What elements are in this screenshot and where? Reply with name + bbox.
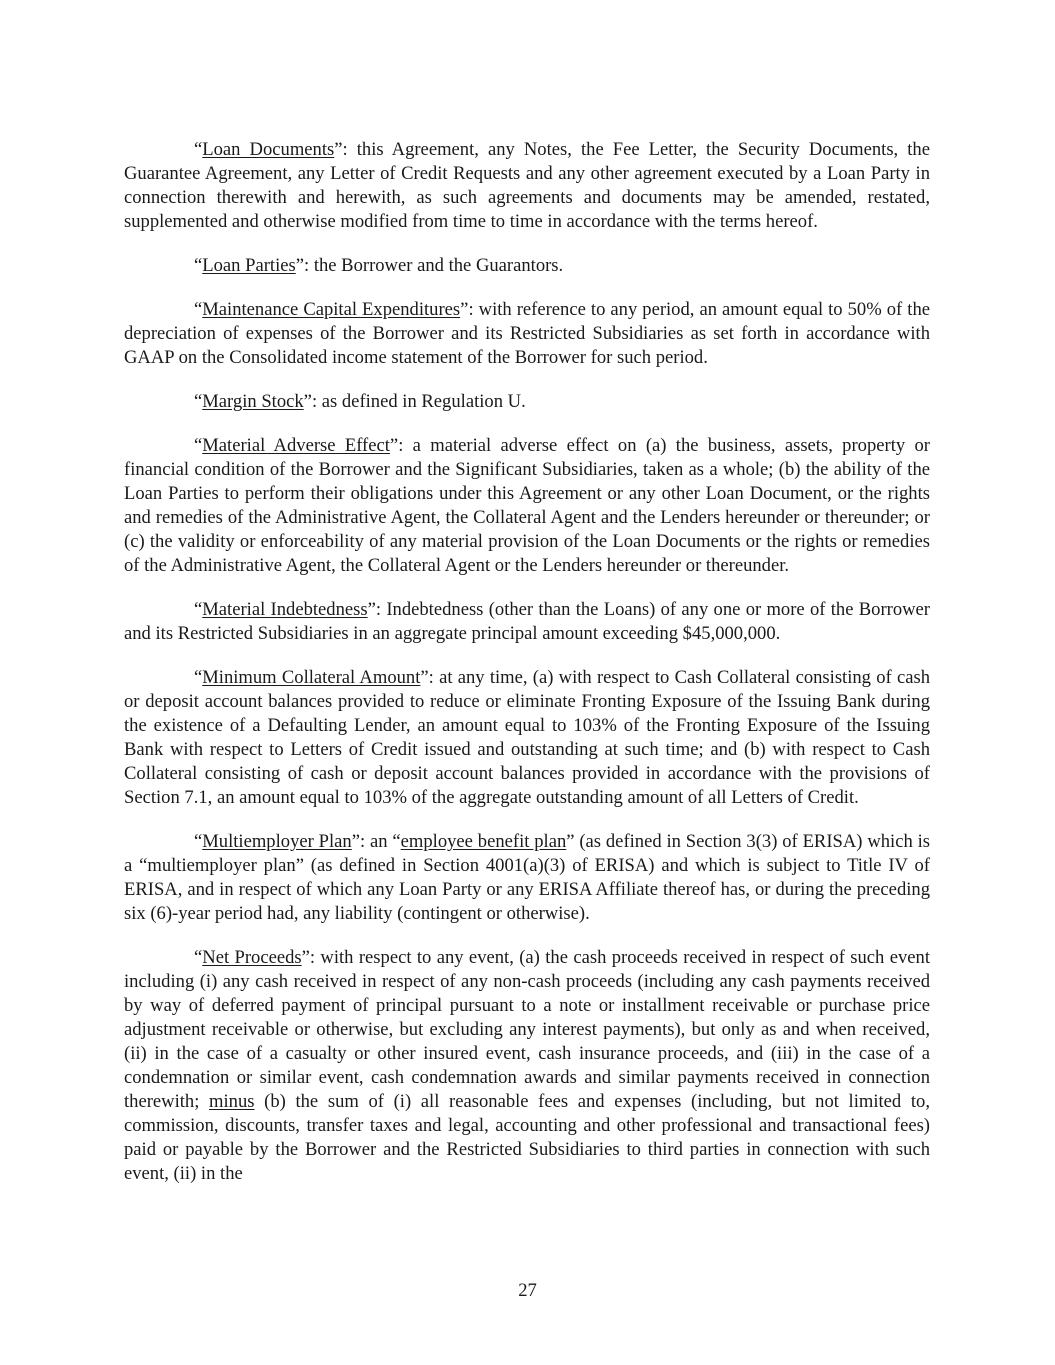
- quote-open: “: [194, 435, 203, 456]
- definition-text: : Indebtedness (other than the Loans) of any one or more of the Borrower and its Restricted Subsidiaries in an aggregate principal amount exceeding $45,000,000.: [124, 599, 931, 644]
- defined-term: Net Proceeds: [202, 947, 302, 968]
- quote-close: ”: [303, 391, 312, 412]
- definition-material-indebtedness: [124, 598, 930, 646]
- defined-term: Maintenance Capital Expenditures: [202, 299, 461, 320]
- defined-term: Minimum Collateral Amount: [202, 667, 421, 688]
- minus-word: minus: [209, 1091, 255, 1112]
- quote-open: “: [194, 667, 203, 688]
- definition-text: : with reference to any period, an amount equal to 50% of the depreciation of expenses of the Borrower and its Restricted Subsidiaries as set forth in accordance with GAAP on the Consolidated income statement of the Borrower for such period.: [124, 299, 930, 368]
- defined-term: Multiemployer Plan: [202, 831, 352, 852]
- definition-material-adverse-effect: [124, 434, 930, 578]
- defined-term: Material Adverse Effect: [202, 435, 390, 456]
- definition-text: : at any time, (a) with respect to Cash Collateral consisting of cash or deposit account balances provided to reduce or eliminate Fronting Exposure of the Issuing Bank during the existence of a Defaulting Lender, an amount equal to 103% of the Fronting Exposure of the Issuing Bank with respect to Letters of Credit issued and outstanding at such time; and (b) with respect to Cash Collateral consisting of cash or deposit account balances provided in accordance with the provisions of Section 7.1, an amount equal to 103% of the aggregate outstanding amount of all Letters of Credit.: [124, 667, 930, 808]
- quote-open: “: [194, 139, 203, 160]
- quote-close: ”: [295, 255, 304, 276]
- defined-term: Loan Parties: [202, 255, 296, 276]
- definition-margin-stock: [124, 390, 930, 414]
- quote-close: ”: [367, 599, 376, 620]
- definition-minimum-collateral-amount: [124, 666, 930, 810]
- page-number: 27: [518, 1280, 537, 1301]
- inner-defined-term: employee benefit plan: [400, 831, 567, 852]
- definition-text: : this Agreement, any Notes, the Fee Letter, the Security Documents, the Guarantee Agreement, any Letter of Credit Requests and any other agreement executed by a Loan Party in connection therewith and herewith, as such agreements and documents may be amended, restated, supplemented and otherwise modified from time to time in accordance with the terms hereof.: [124, 139, 930, 232]
- quote-close: ”: [351, 831, 360, 852]
- quote-open: “: [194, 391, 203, 412]
- definition-text: : a material adverse effect on (a) the business, assets, property or financial condition of the Borrower and the Significant Subsidiaries, taken as a whole; (b) the ability of the Loan Parties to perform their obligations under this Agreement or any other Loan Document, or the rights and remedies of the Administrative Agent, the Collateral Agent and the Lenders hereunder or thereunder; or (c) the validity or enforceability of any material provision of the Loan Documents or the rights or remedies of the Administrative Agent, the Collateral Agent or the Lenders hereunder or thereunder.: [124, 435, 930, 576]
- definition-multiemployer-plan: [124, 830, 930, 926]
- quote-open: “: [194, 255, 203, 276]
- definition-text: : the Borrower and the Guarantors.: [304, 255, 564, 276]
- quote-close: ”: [334, 139, 343, 160]
- defined-term: Margin Stock: [202, 391, 304, 412]
- definition-net-proceeds: [124, 946, 930, 1186]
- quote-open: “: [194, 299, 203, 320]
- definition-loan-parties: [124, 254, 930, 278]
- definition-loan-documents: [124, 138, 930, 234]
- definition-maintenance-capex: [124, 298, 930, 370]
- definition-text: : as defined in Regulation U.: [311, 391, 526, 412]
- definition-text-pre: : an “: [359, 831, 401, 852]
- quote-close: ”: [460, 299, 469, 320]
- definition-text: ” (as defined in Section 3(3) of ERISA) which is a “multiemployer plan” (as defined in Section 4001(a)(3) of ERISA) and which is subject to Title IV of ERISA, and in respect of which any Loan Party or any ERISA Affiliate thereof has, or during the preceding six (6)-year period had, any liability (contingent or otherwise).: [124, 831, 931, 924]
- document-page: [124, 138, 930, 1206]
- defined-term: Material Indebtedness: [202, 599, 368, 620]
- definition-text-post: (b) the sum of (i) all reasonable fees and expenses (including, but not limited to, commission, discounts, transfer taxes and legal, accounting and other professional and transactional fees) paid or payable by the Borrower and the Restricted Subsidiaries to third parties in connection with such event, (ii) in the: [124, 1091, 930, 1184]
- quote-close: ”: [420, 667, 429, 688]
- quote-close: ”: [301, 947, 310, 968]
- definition-text: : with respect to any event, (a) the cash proceeds received in respect of such event including (i) any cash received in respect of any non-cash proceeds (including any cash payments received by way of deferred payment of principal pursuant to a note or installment receivable or purchase price adjustment receivable or otherwise, but excluding any interest payments), but only as and when received, (ii) in the case of a casualty or other insured event, cash insurance proceeds, and (iii) in the case of a condemnation or similar event, cash condemnation awards and similar payments received in connection therewith;: [124, 947, 930, 1112]
- quote-close: ”: [389, 435, 399, 456]
- defined-term: Loan Documents: [202, 139, 335, 160]
- quote-open: “: [194, 831, 203, 852]
- quote-open: “: [194, 947, 203, 968]
- quote-open: “: [194, 599, 203, 620]
